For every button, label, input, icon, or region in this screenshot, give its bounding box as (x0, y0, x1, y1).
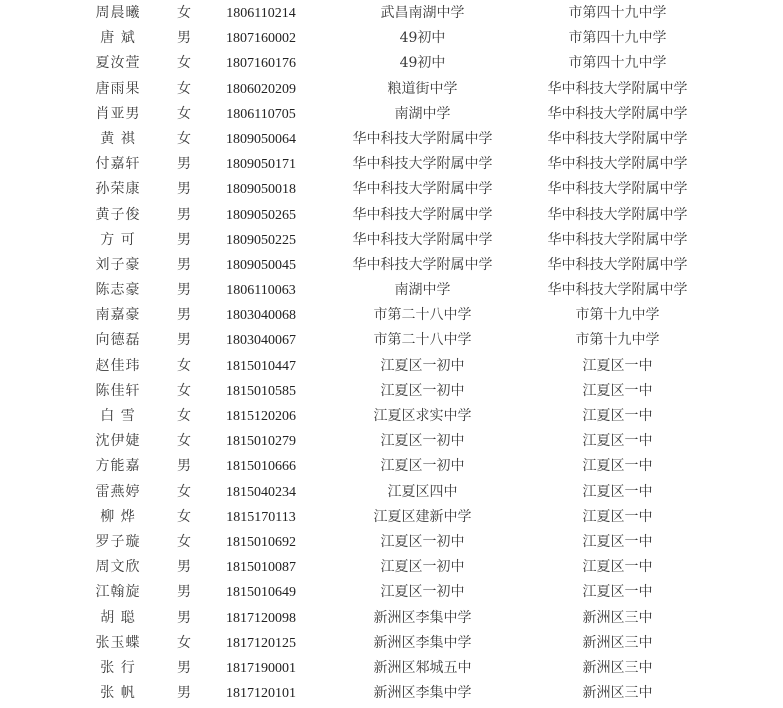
student-name-cell: 张 帆 (100, 685, 136, 702)
origin-school-cell: 新洲区李集中学 (373, 609, 472, 626)
student-id-cell: 1809050018 (226, 182, 296, 198)
origin-school-cell: 粮道街中学 (387, 80, 458, 97)
gender-cell: 男 (177, 206, 191, 223)
student-id-cell: 1815010649 (226, 585, 296, 601)
student-name-cell: 黄 祺 (100, 130, 136, 147)
gender-cell: 男 (177, 307, 191, 324)
table-row (0, 429, 783, 454)
origin-school-cell: 市第二十八中学 (373, 332, 472, 349)
gender-cell: 女 (177, 80, 191, 97)
gender-cell: 男 (177, 609, 191, 626)
origin-school-cell: 新洲区李集中学 (373, 634, 472, 651)
student-name-cell: 雷燕婷 (95, 483, 141, 500)
student-name-cell: 胡 聪 (100, 609, 136, 626)
admitted-school-cell: 江夏区一中 (582, 433, 653, 450)
admitted-school-cell: 华中科技大学附属中学 (547, 181, 688, 198)
origin-school-cell: 江夏区一初中 (380, 433, 465, 450)
student-id-cell: 1806110705 (226, 106, 296, 122)
student-name-cell: 周晨曦 (95, 5, 141, 21)
table-row (0, 1, 783, 26)
table-row (0, 379, 783, 404)
admitted-school-cell: 华中科技大学附属中学 (547, 130, 688, 147)
table-row (0, 228, 783, 253)
origin-school-cell: 华中科技大学附属中学 (352, 181, 493, 198)
table-row (0, 303, 783, 328)
admitted-school-cell: 市第四十九中学 (568, 55, 667, 72)
student-name-cell: 黄子俊 (95, 206, 141, 223)
origin-school-cell: 江夏区一初中 (380, 357, 465, 374)
table-row (0, 152, 783, 177)
origin-school-cell: 华中科技大学附属中学 (352, 156, 493, 173)
gender-cell: 男 (177, 332, 191, 349)
student-name-cell: 夏汝萱 (95, 55, 141, 72)
table-row (0, 253, 783, 278)
origin-school-cell: 49初中 (399, 30, 446, 47)
origin-school-cell: 华中科技大学附属中学 (352, 130, 493, 147)
student-id-cell: 1809050045 (226, 257, 296, 273)
student-id-cell: 1815170113 (226, 509, 296, 525)
admitted-school-cell: 华中科技大学附属中学 (547, 206, 688, 223)
table-row (0, 631, 783, 656)
student-id-cell: 1815010692 (226, 534, 296, 550)
admitted-school-cell: 新洲区三中 (582, 634, 653, 651)
admitted-school-cell: 华中科技大学附属中学 (547, 282, 688, 299)
student-id-cell: 1803040067 (226, 333, 296, 349)
student-id-cell: 1815040234 (226, 484, 296, 500)
gender-cell: 男 (177, 559, 191, 576)
origin-school-cell: 新洲区李集中学 (373, 685, 472, 702)
origin-school-cell: 武昌南湖中学 (380, 5, 465, 21)
student-roster-table (0, 1, 783, 706)
gender-cell: 男 (177, 659, 191, 676)
student-id-cell: 1807160002 (226, 31, 296, 47)
gender-cell: 女 (177, 433, 191, 450)
origin-school-cell: 49初中 (399, 55, 446, 72)
student-id-cell: 1806110063 (226, 283, 296, 299)
admitted-school-cell: 市第十九中学 (575, 307, 660, 324)
admitted-school-cell: 江夏区一中 (582, 559, 653, 576)
student-id-cell: 1815010279 (226, 434, 296, 450)
student-name-cell: 向德磊 (95, 332, 141, 349)
admitted-school-cell: 江夏区一中 (582, 357, 653, 374)
student-name-cell: 沈伊婕 (95, 433, 141, 450)
gender-cell: 男 (177, 282, 191, 299)
student-id-cell: 1809050225 (226, 232, 296, 248)
gender-cell: 女 (177, 5, 191, 21)
student-name-cell: 刘子豪 (95, 256, 141, 273)
student-id-cell: 1806020209 (226, 81, 296, 97)
table-row (0, 505, 783, 530)
gender-cell: 男 (177, 231, 191, 248)
gender-cell: 男 (177, 458, 191, 475)
admitted-school-cell: 市第四十九中学 (568, 30, 667, 47)
origin-school-cell: 市第二十八中学 (373, 307, 472, 324)
student-name-cell: 唐 斌 (100, 30, 136, 47)
gender-cell: 男 (177, 30, 191, 47)
gender-cell: 男 (177, 156, 191, 173)
table-row (0, 454, 783, 479)
student-name-cell: 周文欣 (95, 559, 141, 576)
student-id-cell: 1815010666 (226, 459, 296, 475)
admitted-school-cell: 华中科技大学附属中学 (547, 256, 688, 273)
origin-school-cell: 江夏区四中 (387, 483, 458, 500)
origin-school-cell: 华中科技大学附属中学 (352, 231, 493, 248)
table-row (0, 278, 783, 303)
table-row (0, 681, 783, 706)
admitted-school-cell: 华中科技大学附属中学 (547, 156, 688, 173)
student-name-cell: 江翰旋 (95, 584, 141, 601)
student-id-cell: 1806110214 (226, 6, 296, 21)
student-name-cell: 孙荣康 (95, 181, 141, 198)
student-id-cell: 1809050171 (226, 157, 296, 173)
table-row (0, 580, 783, 605)
student-name-cell: 白 雪 (100, 408, 136, 424)
table-row (0, 177, 783, 202)
student-name-cell: 方 可 (100, 231, 136, 248)
table-row (0, 530, 783, 555)
student-id-cell: 1807160176 (226, 56, 296, 72)
table-row (0, 26, 783, 51)
admitted-school-cell: 江夏区一中 (582, 533, 653, 550)
table-row (0, 480, 783, 505)
admitted-school-cell: 新洲区三中 (582, 609, 653, 626)
admitted-school-cell: 江夏区一中 (582, 483, 653, 500)
gender-cell: 男 (177, 181, 191, 198)
origin-school-cell: 华中科技大学附属中学 (352, 256, 493, 273)
student-name-cell: 肖亚男 (95, 105, 141, 122)
table-row (0, 203, 783, 228)
admitted-school-cell: 新洲区三中 (582, 659, 653, 676)
student-name-cell: 张 行 (100, 659, 136, 676)
table-row (0, 77, 783, 102)
origin-school-cell: 江夏区一初中 (380, 533, 465, 550)
student-name-cell: 柳 烨 (100, 508, 136, 525)
student-id-cell: 1815120206 (226, 409, 296, 424)
origin-school-cell: 江夏区一初中 (380, 559, 465, 576)
student-name-cell: 唐雨果 (95, 80, 141, 97)
student-name-cell: 罗子璇 (95, 533, 141, 550)
student-id-cell: 1803040068 (226, 308, 296, 324)
student-id-cell: 1815010585 (226, 383, 296, 399)
student-name-cell: 陈佳轩 (95, 382, 141, 399)
student-name-cell: 方能嘉 (95, 458, 141, 475)
admitted-school-cell: 华中科技大学附属中学 (547, 80, 688, 97)
table-row (0, 127, 783, 152)
student-name-cell: 付嘉轩 (95, 156, 141, 173)
student-name-cell: 南嘉豪 (95, 307, 141, 324)
gender-cell: 女 (177, 634, 191, 651)
origin-school-cell: 华中科技大学附属中学 (352, 206, 493, 223)
gender-cell: 女 (177, 533, 191, 550)
gender-cell: 女 (177, 382, 191, 399)
origin-school-cell: 江夏区求实中学 (373, 408, 472, 424)
admitted-school-cell: 华中科技大学附属中学 (547, 231, 688, 248)
gender-cell: 女 (177, 508, 191, 525)
student-id-cell: 1815010447 (226, 358, 296, 374)
table-row (0, 102, 783, 127)
origin-school-cell: 南湖中学 (394, 105, 451, 122)
gender-cell: 女 (177, 105, 191, 122)
table-row (0, 404, 783, 429)
admitted-school-cell: 江夏区一中 (582, 508, 653, 525)
admitted-school-cell: 新洲区三中 (582, 685, 653, 702)
gender-cell: 男 (177, 685, 191, 702)
gender-cell: 女 (177, 483, 191, 500)
origin-school-cell: 江夏区一初中 (380, 458, 465, 475)
gender-cell: 女 (177, 130, 191, 147)
table-row (0, 51, 783, 76)
origin-school-cell: 南湖中学 (394, 282, 451, 299)
gender-cell: 男 (177, 584, 191, 601)
student-id-cell: 1809050064 (226, 131, 296, 147)
admitted-school-cell: 江夏区一中 (582, 584, 653, 601)
student-name-cell: 赵佳玮 (95, 357, 141, 374)
student-id-cell: 1809050265 (226, 207, 296, 223)
table-row (0, 606, 783, 631)
student-id-cell: 1817190001 (226, 660, 296, 676)
student-id-cell: 1815010087 (226, 560, 296, 576)
student-name-cell: 张玉蝶 (95, 634, 141, 651)
origin-school-cell: 新洲区邾城五中 (373, 659, 472, 676)
student-name-cell: 陈志豪 (95, 282, 141, 299)
admitted-school-cell: 市第十九中学 (575, 332, 660, 349)
admitted-school-cell: 江夏区一中 (582, 458, 653, 475)
student-id-cell: 1817120125 (226, 635, 296, 651)
table-row (0, 555, 783, 580)
admitted-school-cell: 江夏区一中 (582, 382, 653, 399)
student-id-cell: 1817120098 (226, 610, 296, 626)
gender-cell: 女 (177, 55, 191, 72)
admitted-school-cell: 华中科技大学附属中学 (547, 105, 688, 122)
gender-cell: 男 (177, 256, 191, 273)
origin-school-cell: 江夏区一初中 (380, 584, 465, 601)
table-row (0, 328, 783, 353)
student-id-cell: 1817120101 (226, 686, 296, 702)
table-row (0, 354, 783, 379)
admitted-school-cell: 市第四十九中学 (568, 5, 667, 21)
origin-school-cell: 江夏区建新中学 (373, 508, 472, 525)
table-row (0, 656, 783, 681)
gender-cell: 女 (177, 408, 191, 424)
origin-school-cell: 江夏区一初中 (380, 382, 465, 399)
admitted-school-cell: 江夏区一中 (582, 408, 653, 424)
gender-cell: 女 (177, 357, 191, 374)
